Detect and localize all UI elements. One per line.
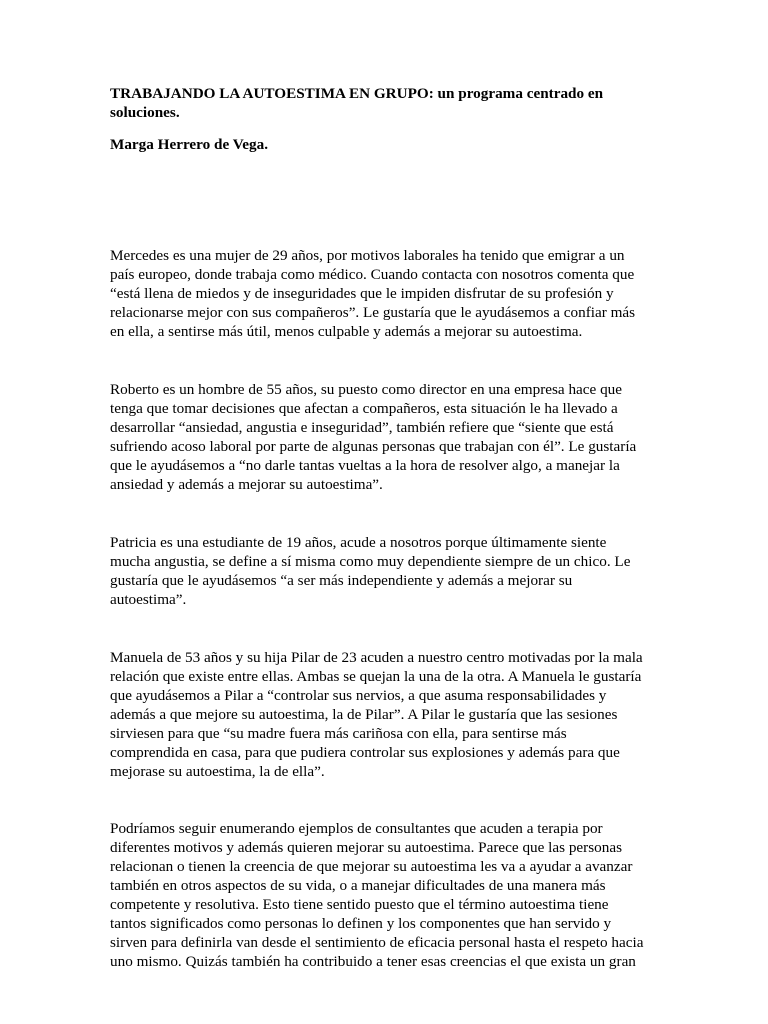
- title-line: TRABAJANDO LA AUTOESTIMA EN GRUPO: un programa centrado en: [110, 85, 604, 102]
- text-line: relación que existe entre ellas. Ambas se quejan la una de la otra. A Manuela le gustaría: [110, 668, 642, 685]
- text-line: ansiedad y además a mejorar su autoestima”.: [110, 476, 383, 493]
- paragraph-patricia: [110, 533, 670, 609]
- text-line: también en otros aspectos de su vida, o a manejar dificultades de una manera más: [110, 877, 606, 894]
- text-line: Patricia es una estudiante de 19 años, acude a nosotros porque últimamente siente: [110, 534, 607, 551]
- text-line: uno mismo. Quizás también ha contribuido a tener esas creencias el que exista un gran: [110, 953, 636, 970]
- paragraph-podriamos: [110, 819, 670, 971]
- paragraph-mercedes: [110, 246, 670, 341]
- text-line: que le ayudásemos a “no darle tantas vueltas a la hora de resolver algo, a manejar la: [110, 457, 620, 474]
- text-line: Mercedes es una mujer de 29 años, por motivos laborales ha tenido que emigrar a un: [110, 247, 625, 264]
- paragraph-manuela: [110, 648, 670, 781]
- text-line: “está llena de miedos y de inseguridades que le impiden disfrutar de su profesión y: [110, 285, 614, 302]
- text-line: Manuela de 53 años y su hija Pilar de 23 acuden a nuestro centro motivadas por la mala: [110, 649, 643, 666]
- text-line: comprendida en casa, para que pudiera controlar sus explosiones y además para que: [110, 744, 620, 761]
- text-line: Roberto es un hombre de 55 años, su puesto como director en una empresa hace que: [110, 381, 622, 398]
- text-line: sirviesen para que “su madre fuera más cariñosa con ella, para sentirse más: [110, 725, 567, 742]
- text-line: relacionan o tienen la creencia de que mejorar su autoestima les va a ayudar a avanzar: [110, 858, 633, 875]
- document-title: [110, 84, 670, 122]
- text-line: gustaría que le ayudásemos “a ser más independiente y además a mejorar su: [110, 572, 573, 589]
- text-line: competente y resolutiva. Esto tiene sentido puesto que el término autoestima tiene: [110, 896, 609, 913]
- text-line: tenga que tomar decisiones que afectan a compañeros, esta situación le ha llevado a: [110, 400, 618, 417]
- paragraph-roberto: [110, 380, 670, 494]
- text-line: sufriendo acoso laboral por parte de algunas personas que trabajan con él”. Le gustaría: [110, 438, 637, 455]
- document-body: [110, 84, 670, 971]
- text-line: país europeo, donde trabaja como médico. Cuando contacta con nosotros comenta que: [110, 266, 635, 283]
- text-line: desarrollar “ansiedad, angustia e inseguridad”, también refiere que “siente que está: [110, 419, 614, 436]
- text-line: sirven para definirla van desde el sentimiento de eficacia personal hasta el respeto hacia: [110, 934, 644, 951]
- text-line: relacionarse mejor con sus compañeros”. Le gustaría que le ayudásemos a confiar más: [110, 304, 636, 321]
- title-line: soluciones.: [110, 104, 180, 121]
- document-author: Marga Herrero de Vega.: [110, 136, 269, 153]
- text-line: Podríamos seguir enumerando ejemplos de consultantes que acuden a terapia por: [110, 820, 603, 837]
- text-line: tantos significados como personas lo definen y los componentes que han servido y: [110, 915, 612, 932]
- text-line: diferentes motivos y además quieren mejorar su autoestima. Parece que las personas: [110, 839, 622, 856]
- text-line: mucha angustia, se define a sí misma como muy dependiente siempre de un chico. Le: [110, 553, 631, 570]
- text-line: en ella, a sentirse más útil, menos culpable y además a mejorar su autoestima.: [110, 323, 583, 340]
- text-line: que ayudásemos a Pilar a “controlar sus nervios, a que asuma responsabilidades y: [110, 687, 607, 704]
- text-line: mejorase su autoestima, la de ella”.: [110, 763, 325, 780]
- text-line: autoestima”.: [110, 591, 187, 608]
- text-line: además a que mejore su autoestima, la de Pilar”. A Pilar le gustaría que las sesiones: [110, 706, 618, 723]
